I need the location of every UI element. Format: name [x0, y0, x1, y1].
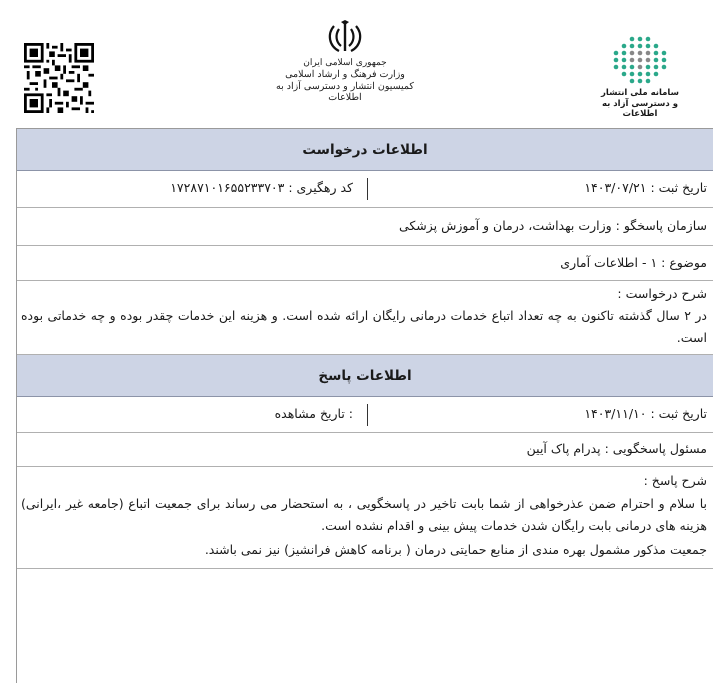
system-name-line1: سامانه ملی انتشار	[601, 88, 679, 98]
document-header	[0, 0, 713, 128]
header-commission-name: کمیسیون انتشار و دسترسی آزاد به اطلاعات	[276, 81, 414, 103]
request-form	[16, 128, 713, 683]
response-meta-row	[17, 397, 713, 433]
column-divider	[367, 178, 368, 200]
view-date: : تاریخ مشاهده	[274, 406, 353, 421]
iran-emblem-icon	[325, 20, 365, 56]
request-description-label: شرح درخواست :	[617, 286, 707, 301]
response-officer-row	[17, 433, 713, 467]
response-reg-date: تاریخ ثبت : ۱۴۰۳/۱۱/۱۰	[584, 406, 707, 421]
request-description-row	[17, 281, 713, 355]
request-description-text: در ۲ سال گذشته تاکنون به چه تعداد اتباع خدمات درمانی رایگان ارائه شده است. و هزینه این خدمات چقدر بوده و چه خدماتی بوده است.	[21, 308, 707, 345]
qr-code-icon	[24, 43, 94, 113]
request-meta-row	[17, 171, 713, 208]
request-section-title: اطلاعات درخواست	[302, 142, 428, 158]
response-description-row	[17, 467, 713, 569]
request-section-header	[17, 129, 713, 171]
header-country-name: جمهوری اسلامی ایران	[303, 58, 387, 68]
subject-row	[17, 246, 713, 281]
column-divider	[367, 404, 368, 426]
response-description-label: شرح پاسخ :	[643, 473, 707, 488]
system-name-line2: و دسترسی آزاد به اطلاعات	[601, 99, 679, 119]
response-section-title: اطلاعات پاسخ	[318, 368, 412, 384]
system-logo	[585, 36, 695, 119]
dot-grid-logo-icon	[611, 36, 669, 84]
response-officer: مسئول پاسخگویی : پدرام پاک آیین	[526, 441, 707, 456]
request-subject: موضوع : ۱ - اطلاعات آماری	[560, 255, 707, 270]
header-ministry-name: وزارت فرهنگ و ارشاد اسلامی	[285, 69, 405, 80]
response-description-note: جمعیت مذکور مشمول بهره مندی از منابع حمایتی درمان ( برنامه کاهش فرانشیز) نیز نمی باشند.	[204, 542, 707, 557]
request-reg-date: تاریخ ثبت : ۱۴۰۳/۰۷/۲۱	[584, 180, 707, 195]
response-description-text: با سلام و احترام ضمن عذرخواهی از شما بابت تاخیر در پاسخگویی ، به استحضار می رساند برای جمعیت اتباع (جامعه غیر ،ایرانی) هزینه های درمانی بابت رایگان شدن خدمات پیش بینی و اقدام نشده است.	[21, 496, 707, 533]
tracking-code: کد رهگیری : ۱۷۲۸۷۱۰۱۶۵۵۲۳۳۷۰۳	[170, 180, 353, 195]
responder-org: سازمان پاسخگو : وزارت بهداشت، درمان و آموزش پزشکی	[398, 218, 707, 233]
response-section-header	[17, 355, 713, 397]
ministry-logo	[270, 20, 420, 120]
responder-org-row	[17, 208, 713, 246]
